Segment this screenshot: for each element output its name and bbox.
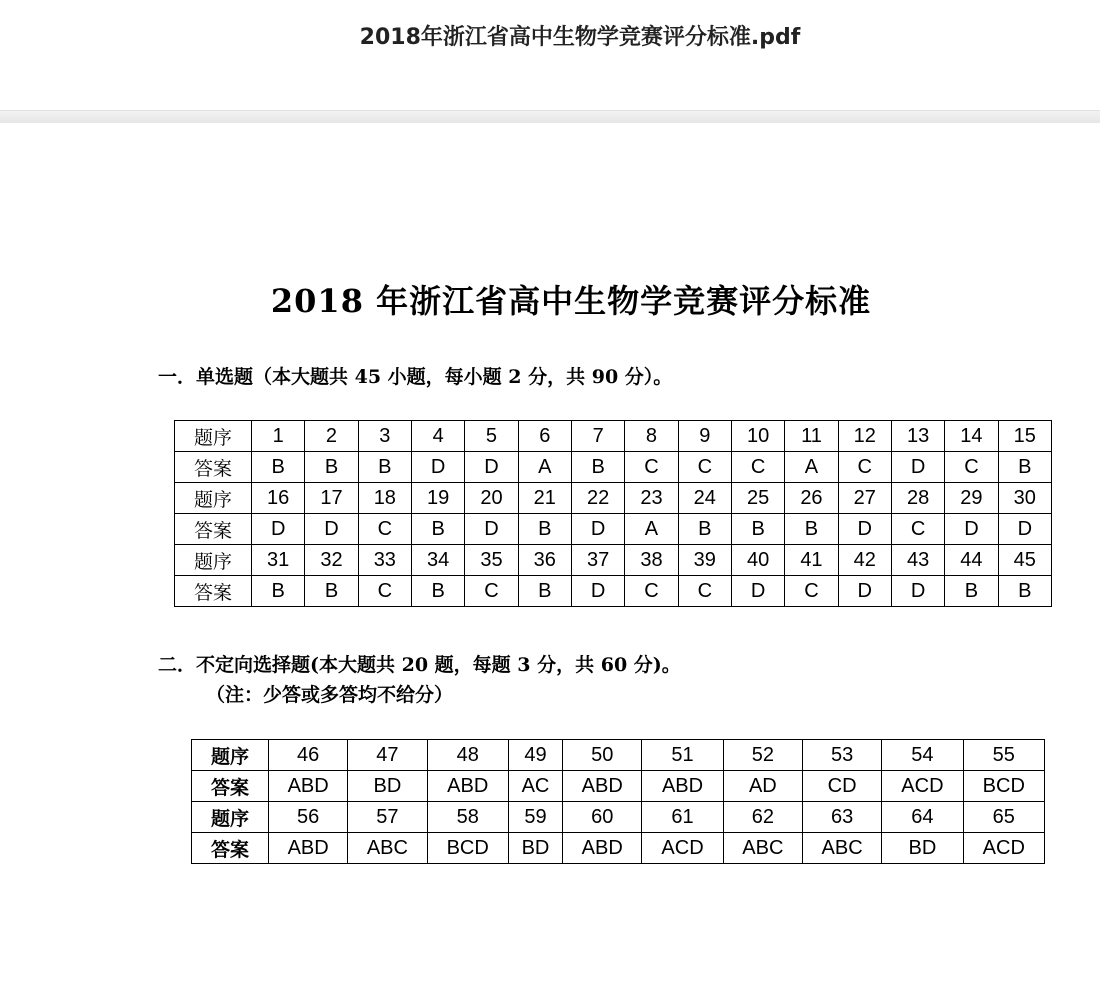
question-number-cell: 4 xyxy=(411,421,464,452)
answer-cell: D xyxy=(731,576,784,607)
question-number-cell: 54 xyxy=(882,740,963,771)
answer-cell: CD xyxy=(802,771,881,802)
answer-cell: C xyxy=(891,514,944,545)
answer-cell: C xyxy=(731,452,784,483)
question-number-row xyxy=(175,421,1052,452)
question-number-cell: 11 xyxy=(785,421,838,452)
question-number-cell: 17 xyxy=(305,483,358,514)
document-title: 2018 年浙江省高中生物学竞赛评分标准 xyxy=(270,282,872,320)
question-number-cell: 62 xyxy=(723,802,802,833)
question-number-row-label: 题序 xyxy=(192,802,269,833)
question-number-cell: 36 xyxy=(518,545,571,576)
answer-cell: ABC xyxy=(802,833,881,864)
answer-cell: B xyxy=(731,514,784,545)
answer-cell: C xyxy=(785,576,838,607)
question-number-cell: 14 xyxy=(945,421,998,452)
question-number-cell: 58 xyxy=(427,802,508,833)
question-number-cell: 39 xyxy=(678,545,731,576)
question-number-cell: 24 xyxy=(678,483,731,514)
answer-cell: D xyxy=(305,514,358,545)
question-number-cell: 26 xyxy=(785,483,838,514)
question-number-row xyxy=(192,802,1045,833)
answer-cell: BD xyxy=(882,833,963,864)
answer-cell: B xyxy=(305,452,358,483)
answer-cell: BCD xyxy=(963,771,1044,802)
question-number-cell: 60 xyxy=(563,802,642,833)
question-number-cell: 65 xyxy=(963,802,1044,833)
answer-cell: ACD xyxy=(963,833,1044,864)
question-number-cell: 53 xyxy=(802,740,881,771)
answer-cell: ABD xyxy=(563,833,642,864)
answer-cell: B xyxy=(678,514,731,545)
answer-cell: BCD xyxy=(427,833,508,864)
answer-cell: C xyxy=(838,452,891,483)
answer-cell: BD xyxy=(508,833,562,864)
question-number-cell: 44 xyxy=(945,545,998,576)
answer-cell: D xyxy=(945,514,998,545)
answer-row xyxy=(175,514,1052,545)
question-number-cell: 22 xyxy=(571,483,624,514)
answer-row xyxy=(192,771,1045,802)
answer-cell: B xyxy=(945,576,998,607)
answer-cell: ABD xyxy=(427,771,508,802)
question-number-cell: 34 xyxy=(411,545,464,576)
answer-cell: D xyxy=(411,452,464,483)
answer-cell: B xyxy=(358,452,411,483)
answer-cell: D xyxy=(838,576,891,607)
answer-cell: A xyxy=(785,452,838,483)
answer-row-label: 答案 xyxy=(175,452,252,483)
question-number-cell: 41 xyxy=(785,545,838,576)
answer-cell: B xyxy=(411,576,464,607)
answer-cell: B xyxy=(518,514,571,545)
question-number-cell: 30 xyxy=(998,483,1051,514)
answer-cell: A xyxy=(518,452,571,483)
question-number-cell: 47 xyxy=(348,740,427,771)
answer-cell: D xyxy=(571,576,624,607)
question-number-cell: 45 xyxy=(998,545,1051,576)
answer-cell: D xyxy=(571,514,624,545)
question-number-cell: 18 xyxy=(358,483,411,514)
answer-row xyxy=(175,452,1052,483)
file-name: 2018年浙江省高中生物学竞赛评分标准.pdf xyxy=(359,25,801,50)
question-number-row-label: 题序 xyxy=(192,740,269,771)
question-number-cell: 52 xyxy=(723,740,802,771)
question-number-cell: 46 xyxy=(269,740,348,771)
question-number-cell: 38 xyxy=(625,545,678,576)
question-number-cell: 9 xyxy=(678,421,731,452)
single-choice-answer-table xyxy=(174,420,1052,607)
question-number-cell: 63 xyxy=(802,802,881,833)
answer-cell: C xyxy=(945,452,998,483)
question-number-cell: 2 xyxy=(305,421,358,452)
question-number-cell: 59 xyxy=(508,802,562,833)
answer-cell: D xyxy=(465,452,518,483)
multiple-choice-answer-table xyxy=(191,739,1045,864)
answer-cell: D xyxy=(891,576,944,607)
question-number-cell: 48 xyxy=(427,740,508,771)
question-number-cell: 50 xyxy=(563,740,642,771)
question-number-row-label: 题序 xyxy=(175,421,252,452)
answer-cell: B xyxy=(518,576,571,607)
answer-row xyxy=(192,833,1045,864)
question-number-cell: 55 xyxy=(963,740,1044,771)
answer-cell: BD xyxy=(348,771,427,802)
answer-cell: B xyxy=(998,576,1051,607)
answer-cell: ABD xyxy=(269,833,348,864)
answer-cell: C xyxy=(358,514,411,545)
answer-cell: AD xyxy=(723,771,802,802)
answer-row xyxy=(175,576,1052,607)
answer-cell: ABD xyxy=(563,771,642,802)
answer-cell: D xyxy=(838,514,891,545)
answer-cell: B xyxy=(998,452,1051,483)
answer-cell: D xyxy=(891,452,944,483)
question-number-row xyxy=(175,483,1052,514)
answer-cell: B xyxy=(571,452,624,483)
question-number-cell: 21 xyxy=(518,483,571,514)
answer-row-label: 答案 xyxy=(192,771,269,802)
question-number-cell: 16 xyxy=(252,483,305,514)
answer-cell: A xyxy=(625,514,678,545)
answer-cell: ACD xyxy=(642,833,723,864)
question-number-cell: 35 xyxy=(465,545,518,576)
question-number-cell: 1 xyxy=(252,421,305,452)
answer-row-label: 答案 xyxy=(175,514,252,545)
question-number-cell: 23 xyxy=(625,483,678,514)
section2-note: （注：少答或多答均不给分） xyxy=(206,684,454,706)
question-number-cell: 12 xyxy=(838,421,891,452)
question-number-row xyxy=(192,740,1045,771)
answer-cell: C xyxy=(358,576,411,607)
question-number-cell: 5 xyxy=(465,421,518,452)
question-number-cell: 20 xyxy=(465,483,518,514)
answer-cell: ABC xyxy=(348,833,427,864)
question-number-row xyxy=(175,545,1052,576)
question-number-cell: 61 xyxy=(642,802,723,833)
answer-cell: AC xyxy=(508,771,562,802)
answer-cell: B xyxy=(252,452,305,483)
answer-row-label: 答案 xyxy=(192,833,269,864)
viewer-title-bar xyxy=(0,0,1100,110)
question-number-cell: 28 xyxy=(891,483,944,514)
answer-cell: B xyxy=(305,576,358,607)
question-number-cell: 13 xyxy=(891,421,944,452)
question-number-cell: 49 xyxy=(508,740,562,771)
question-number-cell: 37 xyxy=(571,545,624,576)
answer-cell: B xyxy=(252,576,305,607)
answer-cell: C xyxy=(625,576,678,607)
answer-cell: C xyxy=(678,576,731,607)
question-number-cell: 51 xyxy=(642,740,723,771)
question-number-row-label: 题序 xyxy=(175,483,252,514)
answer-cell: ABC xyxy=(723,833,802,864)
question-number-cell: 33 xyxy=(358,545,411,576)
question-number-cell: 10 xyxy=(731,421,784,452)
question-number-cell: 27 xyxy=(838,483,891,514)
answer-row-label: 答案 xyxy=(175,576,252,607)
toolbar-separator xyxy=(0,110,1100,123)
question-number-cell: 6 xyxy=(518,421,571,452)
question-number-cell: 42 xyxy=(838,545,891,576)
section2-heading: 二．不定向选择题(本大题共 20 题，每题 3 分，共 60 分)。 xyxy=(158,654,681,676)
answer-cell: D xyxy=(252,514,305,545)
question-number-cell: 64 xyxy=(882,802,963,833)
answer-cell: D xyxy=(998,514,1051,545)
answer-cell: D xyxy=(465,514,518,545)
question-number-cell: 3 xyxy=(358,421,411,452)
question-number-cell: 15 xyxy=(998,421,1051,452)
answer-cell: B xyxy=(785,514,838,545)
answer-cell: C xyxy=(465,576,518,607)
answer-cell: B xyxy=(411,514,464,545)
question-number-cell: 8 xyxy=(625,421,678,452)
answer-cell: C xyxy=(678,452,731,483)
question-number-cell: 56 xyxy=(269,802,348,833)
section1-heading: 一．单选题（本大题共 45 小题，每小题 2 分，共 90 分）。 xyxy=(158,366,673,388)
question-number-cell: 31 xyxy=(252,545,305,576)
answer-cell: C xyxy=(625,452,678,483)
question-number-cell: 43 xyxy=(891,545,944,576)
question-number-cell: 29 xyxy=(945,483,998,514)
question-number-cell: 7 xyxy=(571,421,624,452)
answer-cell: ABD xyxy=(269,771,348,802)
question-number-cell: 57 xyxy=(348,802,427,833)
answer-cell: ABD xyxy=(642,771,723,802)
question-number-cell: 19 xyxy=(411,483,464,514)
question-number-cell: 32 xyxy=(305,545,358,576)
question-number-cell: 40 xyxy=(731,545,784,576)
question-number-row-label: 题序 xyxy=(175,545,252,576)
answer-cell: ACD xyxy=(882,771,963,802)
question-number-cell: 25 xyxy=(731,483,784,514)
